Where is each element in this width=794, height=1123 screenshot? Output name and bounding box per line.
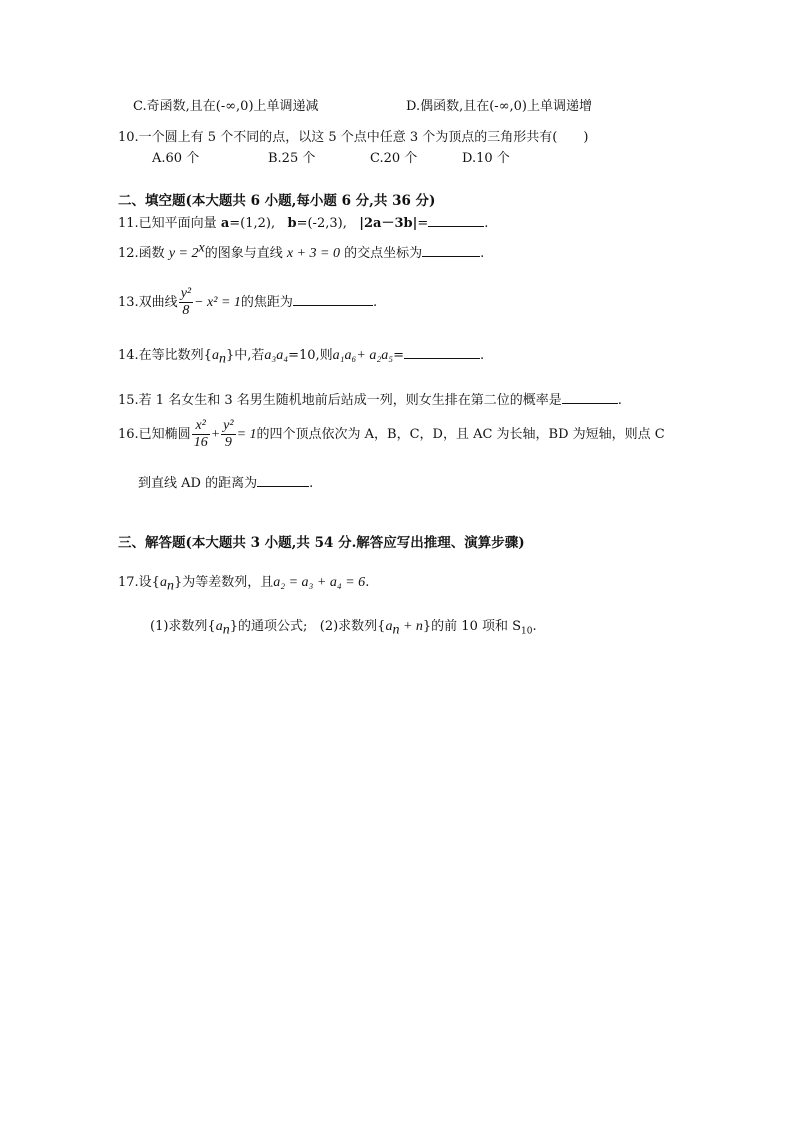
q17-part2-end: .: [532, 619, 537, 634]
q12-end: .: [480, 246, 485, 261]
q11: [118, 214, 488, 232]
q11-vector-b: b: [287, 216, 297, 231]
q17-part1-suffix: }的通项公式;: [229, 619, 308, 634]
q17-part1-sequence-sub: n: [222, 622, 230, 638]
q13-answer-blank: [293, 293, 373, 306]
q15-end: .: [617, 393, 622, 408]
q13-denominator: 8: [182, 303, 190, 318]
q16-answer-blank: [257, 474, 309, 487]
q14: [118, 346, 485, 367]
q12: [118, 240, 485, 262]
q11-end: .: [484, 216, 489, 231]
q10-stem: 10.一个圆上有 5 个不同的点，以这 5 个点中任意 3 个为顶点的三角形共有( ): [118, 130, 589, 145]
q17-part1-prefix: (1)求数列{: [150, 619, 216, 634]
q11-prefix: 11.已知平面向量: [118, 216, 221, 231]
q14-mid: }中,若: [225, 348, 265, 363]
q12-line: x + 3 = 0: [286, 246, 340, 261]
q17-part1-sequence: a: [215, 619, 223, 634]
q16-line2: [138, 474, 313, 492]
q15: [118, 391, 622, 409]
q14-condition: a₃a₄: [264, 348, 289, 363]
q17-part2-prefix: (2)求数列{: [319, 619, 386, 634]
q17-part2-sub: n: [392, 622, 400, 638]
q14-prefix: 14.在等比数列{: [118, 348, 212, 363]
q10-option-b: B.25 个: [268, 151, 316, 166]
q16-prefix: 16.已知椭圆: [118, 427, 191, 442]
q17-part2-sum-sub: 10: [521, 626, 533, 637]
q16-line2-text: 到直线 AD 的距离为: [138, 476, 258, 491]
q15-text: 15.若 1 名女生和 3 名男生随机地前后站成一列，则女生排在第二位的概率是: [118, 393, 562, 408]
q11-a-value: =(1,2),: [229, 216, 276, 231]
q14-equals: =: [393, 348, 404, 363]
q13-rest: − x² = 1: [194, 295, 241, 310]
q17-sequence-sub: n: [166, 578, 174, 594]
q17-sequence: a: [159, 575, 167, 590]
q13-suffix: 的焦距为: [240, 295, 293, 310]
q14-sequence-sub: n: [218, 351, 226, 367]
q17-part2-plus: + n: [399, 619, 423, 634]
q16-denominator-x: 16: [193, 435, 208, 450]
q14-sequence: a: [211, 348, 219, 363]
q12-answer-blank: [422, 244, 480, 257]
q16-numerator-x: x²: [192, 418, 210, 435]
q16-denominator-y: 9: [224, 435, 232, 450]
q16-plus: +: [210, 427, 221, 442]
q17-mid: }为等差数列，且: [173, 575, 274, 590]
q17-end: .: [365, 575, 370, 590]
q13-fraction: [179, 286, 193, 319]
q14-end: .: [480, 348, 485, 363]
q16: [118, 418, 665, 451]
q14-target: a₁a₆+ a₂a₅: [332, 348, 394, 363]
q9-option-c: C.奇函数,且在(-∞,0)上单调递减: [133, 99, 319, 114]
q9-option-d: D.偶函数,且在(-∞,0)上单调递增: [406, 99, 592, 114]
q12-mid: 的图象与直线: [204, 246, 287, 261]
q16-text: 的四个顶点依次为 A，B，C，D，且 AC 为长轴，BD 为短轴，则点 C: [256, 427, 665, 442]
q12-suffix: 的交点坐标为: [339, 246, 423, 261]
q17-parts: [150, 619, 537, 638]
q10-option-a: A.60 个: [152, 151, 200, 166]
q17-condition: a₂ = a₃ + a₄ = 6: [273, 575, 366, 590]
q16-fraction-y: [221, 418, 235, 451]
q12-exponent: x: [198, 240, 205, 256]
q16-fraction-x: [192, 418, 210, 451]
q16-numerator-y: y²: [223, 418, 234, 433]
q17-prefix: 17.设{: [118, 575, 160, 590]
q14-answer-blank: [404, 346, 480, 359]
q16-end: .: [309, 476, 314, 491]
q16-equals: = 1: [236, 427, 257, 442]
q11-equals: =: [417, 216, 429, 231]
q13-end: .: [372, 295, 378, 310]
section-2-heading: 二、填空题(本大题共 6 小题,每小题 6 分,共 36 分): [118, 193, 436, 209]
q10-option-d: D.10 个: [462, 151, 510, 166]
q13: [118, 286, 377, 319]
q10-option-c: C.20 个: [370, 151, 418, 166]
q13-numerator: y²: [180, 286, 192, 301]
section-3-heading: 三、解答题(本大题共 3 小题,共 54 分.解答应写出推理、演算步骤): [118, 535, 525, 551]
q13-prefix: 13.双曲线: [118, 295, 178, 310]
q12-prefix: 12.函数: [118, 246, 169, 261]
q11-b-value: =(-2,3),: [296, 216, 347, 231]
q17: [118, 575, 370, 594]
q14-condition-value: =10,则: [288, 348, 333, 363]
q11-vector-a: a: [220, 216, 230, 231]
q11-answer-blank: [428, 214, 484, 227]
q12-function: y = 2: [168, 246, 199, 261]
q17-part2-expr: a: [385, 619, 393, 634]
q17-part2-suffix: }的前 10 项和 S: [422, 619, 522, 634]
q11-expression: |2a－3b|: [359, 216, 418, 231]
q15-answer-blank: [562, 391, 618, 404]
